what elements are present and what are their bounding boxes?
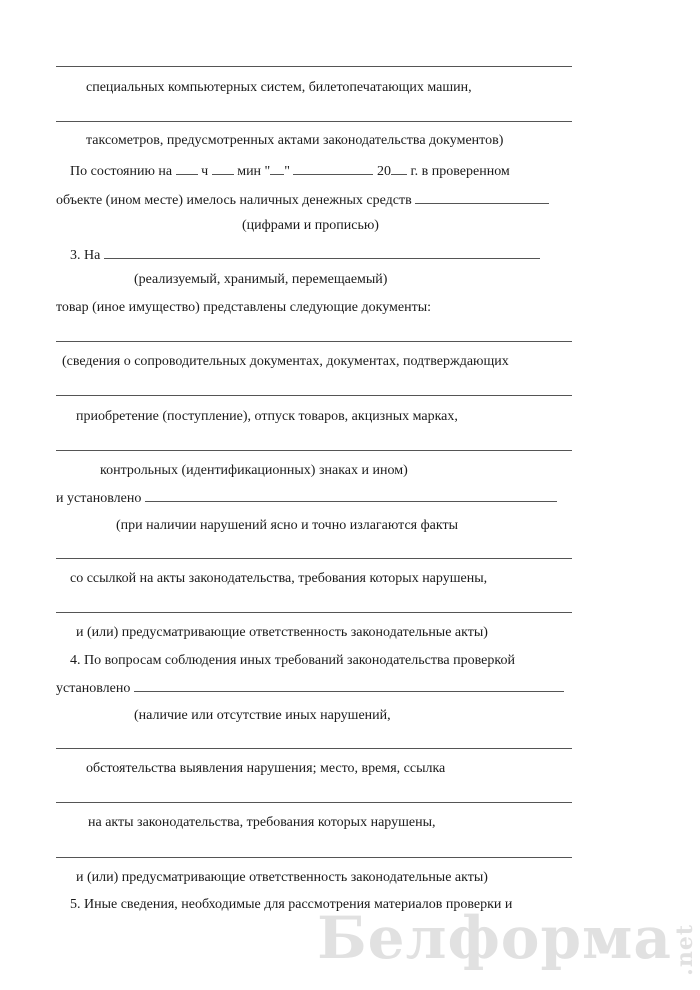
watermark-logo [317, 904, 698, 976]
hint-line: и (или) предусматривающие ответственность законодательные акты) [76, 870, 488, 885]
hint-line: контрольных (идентификационных) знаках и ином) [100, 463, 408, 478]
hint-line: (сведения о сопроводительных документах, документах, подтверждающих [62, 354, 509, 369]
hint-line: (реализуемый, хранимый, перемещаемый) [134, 272, 388, 287]
cash-line [56, 191, 549, 209]
established-2-line [56, 679, 564, 697]
goods-field[interactable] [104, 246, 540, 259]
as-of-line [70, 162, 510, 180]
as-of-label: По состоянию на [70, 164, 173, 179]
hint-line: приобретение (поступление), отпуск товаров, акцизных марках, [76, 409, 458, 424]
established-field[interactable] [145, 489, 557, 502]
text-line: специальных компьютерных систем, билетопечатающих машин, [86, 80, 472, 95]
cash-label: объекте (ином месте) имелось наличных денежных средств [56, 193, 412, 208]
quote-mark: " [284, 164, 290, 179]
year-field[interactable] [391, 162, 407, 175]
fill-line [56, 558, 572, 559]
text-line: таксометров, предусмотренных актами законодательства документов) [86, 133, 504, 148]
fill-line [56, 612, 572, 613]
fill-line [56, 857, 572, 858]
fill-line [56, 802, 572, 803]
fill-line [56, 395, 572, 396]
watermark-text: Белформа [317, 904, 672, 972]
hours-field[interactable] [176, 162, 198, 175]
day-field[interactable] [270, 162, 284, 175]
fill-line [56, 66, 572, 67]
hint-line: обстоятельства выявления нарушения; место, время, ссылка [86, 761, 446, 776]
hint-line: (наличие или отсутствие иных нарушений, [134, 708, 391, 723]
month-field[interactable] [293, 162, 373, 175]
hint-line: (цифрами и прописью) [242, 218, 379, 233]
fill-line [56, 341, 572, 342]
text-line: товар (иное имущество) представлены следующие документы: [56, 300, 432, 315]
established-2-label: установлено [56, 681, 131, 696]
cash-amount-field[interactable] [415, 191, 549, 204]
year-prefix: 20 [376, 164, 391, 179]
fill-line [56, 121, 572, 122]
minutes-field[interactable] [212, 162, 234, 175]
watermark-suffix: .net [672, 924, 698, 976]
hint-line: со ссылкой на акты законодательства, требования которых нарушены, [70, 571, 488, 586]
text-line: 4. По вопросам соблюдения иных требований законодательства проверкой [70, 653, 515, 668]
fill-line [56, 748, 572, 749]
hint-line: на акты законодательства, требования которых нарушены, [88, 815, 436, 830]
minutes-label: мин " [237, 164, 271, 179]
established-label: и установлено [56, 491, 142, 506]
hint-line: (при наличии нарушений ясно и точно излагаются факты [116, 518, 459, 533]
text-line: 5. Иные сведения, необходимые для рассмотрения материалов проверки и [70, 897, 513, 912]
section-3-line [70, 246, 540, 264]
established-line [56, 489, 557, 507]
hours-label: ч [201, 164, 209, 179]
established-2-field[interactable] [134, 679, 564, 692]
section-3-label: 3. На [70, 248, 101, 263]
fill-line [56, 450, 572, 451]
hint-line: и (или) предусматривающие ответственность законодательные акты) [76, 625, 488, 640]
year-suffix-label: г. в проверенном [410, 164, 510, 179]
